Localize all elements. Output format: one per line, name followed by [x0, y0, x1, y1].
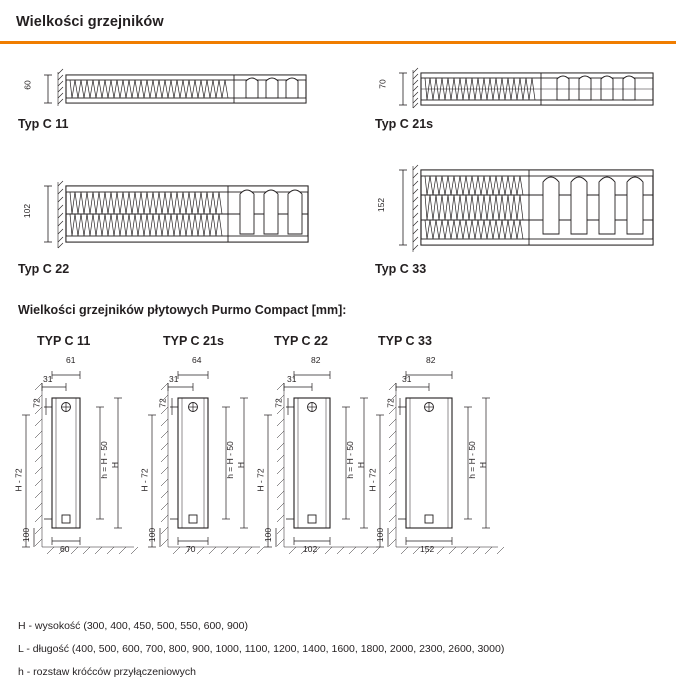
plan-c22-dim-h-minus-72: H - 72: [255, 468, 266, 492]
plan-view-c33: [368, 355, 518, 570]
plan-c21s-depth-top: 64: [192, 355, 202, 365]
plan-c11-depth-top: 61: [66, 355, 76, 365]
legend-notes: [18, 620, 658, 689]
plan-c11-dim-100: 100: [21, 527, 32, 543]
plan-c33-dim-h-minus-50: h = H - 50: [466, 441, 477, 479]
plan-c21s-dim-H: H: [236, 461, 247, 469]
plan-title-c11: TYP C 11: [37, 334, 91, 348]
profile-c21s-label: Typ C 21s: [375, 117, 434, 131]
profile-c21s: [375, 60, 665, 130]
plan-c11-dim-h-minus-50: h = H - 50: [98, 441, 109, 479]
plan-c22-depth-top: 82: [311, 355, 321, 365]
plan-c11-dim-h-minus-72: H - 72: [13, 468, 24, 492]
profile-c22-drawing: [18, 170, 318, 260]
plan-c11-drawing: [14, 355, 154, 570]
plan-c21s-dim-100: 100: [147, 527, 158, 543]
profile-c33-drawing: [375, 160, 660, 260]
plan-c22-dim-H: H: [356, 461, 367, 469]
plan-title-c22: TYP C 22: [274, 334, 328, 348]
plan-c21s-depth-bottom: 70: [186, 544, 196, 554]
profile-c11-label: Typ C 11: [18, 117, 69, 131]
plan-c22-dim-h-minus-50: h = H - 50: [344, 441, 355, 479]
profile-c22-label: Typ C 22: [18, 262, 70, 276]
plan-c11-offset-top: 31: [43, 374, 53, 384]
plan-c22-dim-72: 72: [273, 398, 284, 408]
plan-view-c11: [14, 355, 154, 570]
plan-c33-offset-top: 31: [402, 374, 412, 384]
plan-title-c33: TYP C 33: [378, 334, 432, 348]
plan-c21s-offset-top: 31: [169, 374, 179, 384]
profile-c21s-height-dim: 70: [377, 79, 388, 89]
plan-c11-dim-H: H: [110, 461, 121, 469]
plan-c22-depth-bottom: 102: [303, 544, 318, 554]
profile-c21s-drawing: [375, 60, 660, 115]
plan-title-c21s: TYP C 21s: [163, 334, 224, 348]
header-accent-rule: [0, 41, 676, 44]
section-heading-compact: Wielkości grzejników płytowych Purmo Compact [mm]:: [18, 303, 347, 317]
plan-c21s-dim-h-minus-72: H - 72: [139, 468, 150, 492]
plan-c33-depth-top: 82: [426, 355, 436, 365]
plan-c21s-dim-72: 72: [157, 398, 168, 408]
plan-c22-offset-top: 31: [287, 374, 297, 384]
plan-c33-dim-100: 100: [375, 527, 386, 543]
page-header: [0, 0, 676, 44]
plan-c11-depth-bottom: 60: [60, 544, 70, 554]
profile-c22-height-dim: 102: [22, 203, 33, 219]
profile-c22: [18, 170, 318, 280]
note-connection-spacing: h - rozstaw króćców przyłączeniowych: [18, 666, 196, 679]
profile-c11-height-dim: 60: [22, 80, 33, 90]
plan-c33-dim-h-minus-72: H - 72: [367, 468, 378, 492]
profile-c11-drawing: [18, 60, 318, 115]
profile-c33-height-dim: 152: [376, 197, 387, 213]
note-height: H - wysokość (300, 400, 450, 500, 550, 600, 900): [18, 620, 248, 632]
plan-c11-dim-72: 72: [31, 398, 42, 408]
plan-c22-dim-100: 100: [263, 527, 274, 543]
plan-c33-dim-72: 72: [385, 398, 396, 408]
plan-c21s-dim-h-minus-50: h = H - 50: [224, 441, 235, 479]
note-length: L - długość (400, 500, 600, 700, 800, 900, 1000, 1100, 1200, 1400, 1600, 1800, 2000, 2300, 2600, 3000): [18, 643, 505, 656]
plan-c33-depth-bottom: 152: [420, 544, 435, 554]
profile-c33: [375, 160, 665, 280]
page-title: Wielkości grzejników: [16, 14, 164, 30]
profile-c11: [18, 60, 318, 130]
plan-c33-dim-H: H: [478, 461, 489, 469]
plan-c33-drawing: [368, 355, 518, 570]
profile-c33-label: Typ C 33: [375, 262, 427, 276]
